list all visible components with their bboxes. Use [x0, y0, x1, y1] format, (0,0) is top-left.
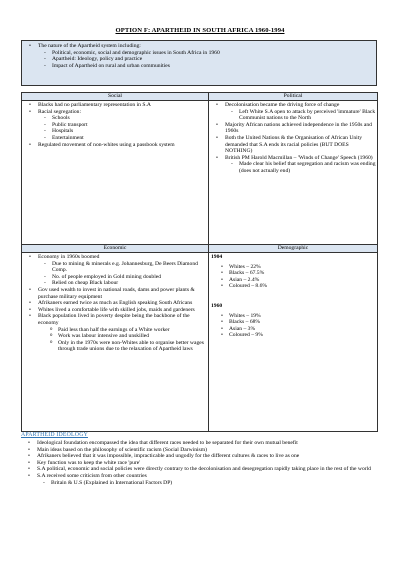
ideology-subpoint: - Britain & U.S (Explained in International Factors DP)	[21, 480, 381, 487]
demographic-stat: • Blacks – 67.5%	[209, 270, 377, 277]
syllabus-item: - Apartheid: Ideology, policy and practice	[22, 56, 376, 63]
ideology-point: • Ideological foundation encompassed the idea that different races needed to be separated for their own mutual benefit	[21, 440, 381, 447]
page-title: OPTION F: APARTHEID IN SOUTH AFRICA 1960-1994	[115, 27, 285, 34]
demographic-stat: • Asian – 2.4%	[209, 277, 377, 284]
ideology-point: • Key function was to keep the white race 'pure'	[21, 460, 381, 467]
political-point: • Decolonisation became the driving force of change	[209, 102, 377, 109]
economic-point: • Whites lived a comfortable life with skilled jobs, maids and gardeners	[22, 307, 208, 314]
political-point: • Both the United Nations & the Organisation of African Unity demanded that S.A ends its racial policies (BUT DOES NOTHING)	[209, 135, 377, 155]
economic-subpoint: - Relied on cheap Black labour	[22, 280, 208, 287]
economic-subpoint: o Work was labour intensive and unskilled	[22, 333, 208, 340]
political-point: • British PM Harold Macmillan – 'Winds of Change' Speech (1960)	[209, 155, 377, 162]
ideology-heading: APARTHEID IDEOLOGY	[21, 432, 88, 438]
year-1960: 1960	[211, 302, 223, 309]
syllabus-item: - Political, economic, social and demographic issues in South Africa in 1960	[22, 50, 376, 57]
social-point: • Blacks had no parliamentary representation in S.A	[22, 102, 208, 109]
ideology-point: • Afrikaners believed that it was impossible, impracticable and ungodly for the different cultures & races to live as one	[21, 453, 381, 460]
economic-header: Economic	[22, 245, 209, 253]
social-subpoint: - Hospitals	[22, 128, 208, 135]
social-subpoint: - Entertainment	[22, 135, 208, 142]
economic-subpoint: o Paid less than half the earnings of a White worker	[22, 327, 208, 334]
ideology-point: • S.A received some criticism from other countries	[21, 473, 381, 480]
syllabus-lead: • The nature of the Apartheid system including:	[22, 43, 376, 50]
demographic-cell	[209, 253, 378, 432]
ideology-point: • S.A political, economic and social policies were directly contrary to the decolonisation and desegregation rapidly taking place in the rest of the world	[21, 466, 381, 473]
social-point: • Racial segregation:	[22, 109, 208, 116]
economic-point: • Gov used wealth to invest in national roads, dams and power plants & purchase military equipment	[22, 287, 208, 300]
demographic-stat: • Coloured – 9%	[209, 332, 377, 339]
economic-point: • Afrikaners earned twice as much as English speaking South Africans	[22, 300, 208, 307]
demographic-stat: • Coloured – 8.6%	[209, 283, 377, 290]
political-subpoint: - Left White S.A open to attack by perceived 'immature' Black Communist nations to the North	[209, 109, 377, 122]
demographic-stat: • Whites – 22%	[209, 264, 377, 271]
social-header: Social	[22, 93, 209, 101]
demographic-stat: • Blacks – 68%	[209, 319, 377, 326]
ideology-section	[21, 440, 381, 486]
demographic-header: Demographic	[209, 245, 378, 253]
economic-point: • Black population lived in poverty despite being the backbone of the economy	[22, 313, 208, 326]
year-1904: 1904	[211, 254, 223, 260]
demographic-stat: • Asian – 3%	[209, 326, 377, 333]
political-point: • Majority African nations achieved independence in the 1950s and 1960s	[209, 122, 377, 135]
political-cell	[209, 101, 378, 245]
social-subpoint: - Public transport	[22, 122, 208, 129]
ideology-point: • Main ideas based on the philosophy of scientific racism (Social Darwinism)	[21, 447, 381, 454]
economic-subpoint: - No. of people employed in Gold mining doubled	[22, 274, 208, 281]
social-subpoint: - Schools	[22, 115, 208, 122]
issues-table	[21, 92, 378, 432]
economic-subpoint: - Due to mining & minerals e.g. Johannesburg, De Beers Diamond Comp.	[22, 261, 208, 274]
syllabus-item: - Impact of Apartheid on rural and urban communities	[22, 63, 376, 70]
social-point: • Regulated movement of non-whites using a passbook system	[22, 142, 208, 149]
political-subpoint: - Made clear his belief that segregation and racism was ending (does not actually end)	[209, 161, 377, 174]
economic-subpoint: o Only in the 1970s were non-Whites able to organise better wages through trade unions due to the relaxation of Apartheid laws	[22, 340, 208, 353]
demographic-stat: • Whites – 19%	[209, 313, 377, 320]
syllabus-box	[21, 40, 377, 86]
social-cell	[22, 101, 209, 245]
economic-cell	[22, 253, 209, 432]
political-header: Political	[209, 93, 378, 101]
economic-point: • Economy in 1960s boomed	[22, 254, 208, 261]
